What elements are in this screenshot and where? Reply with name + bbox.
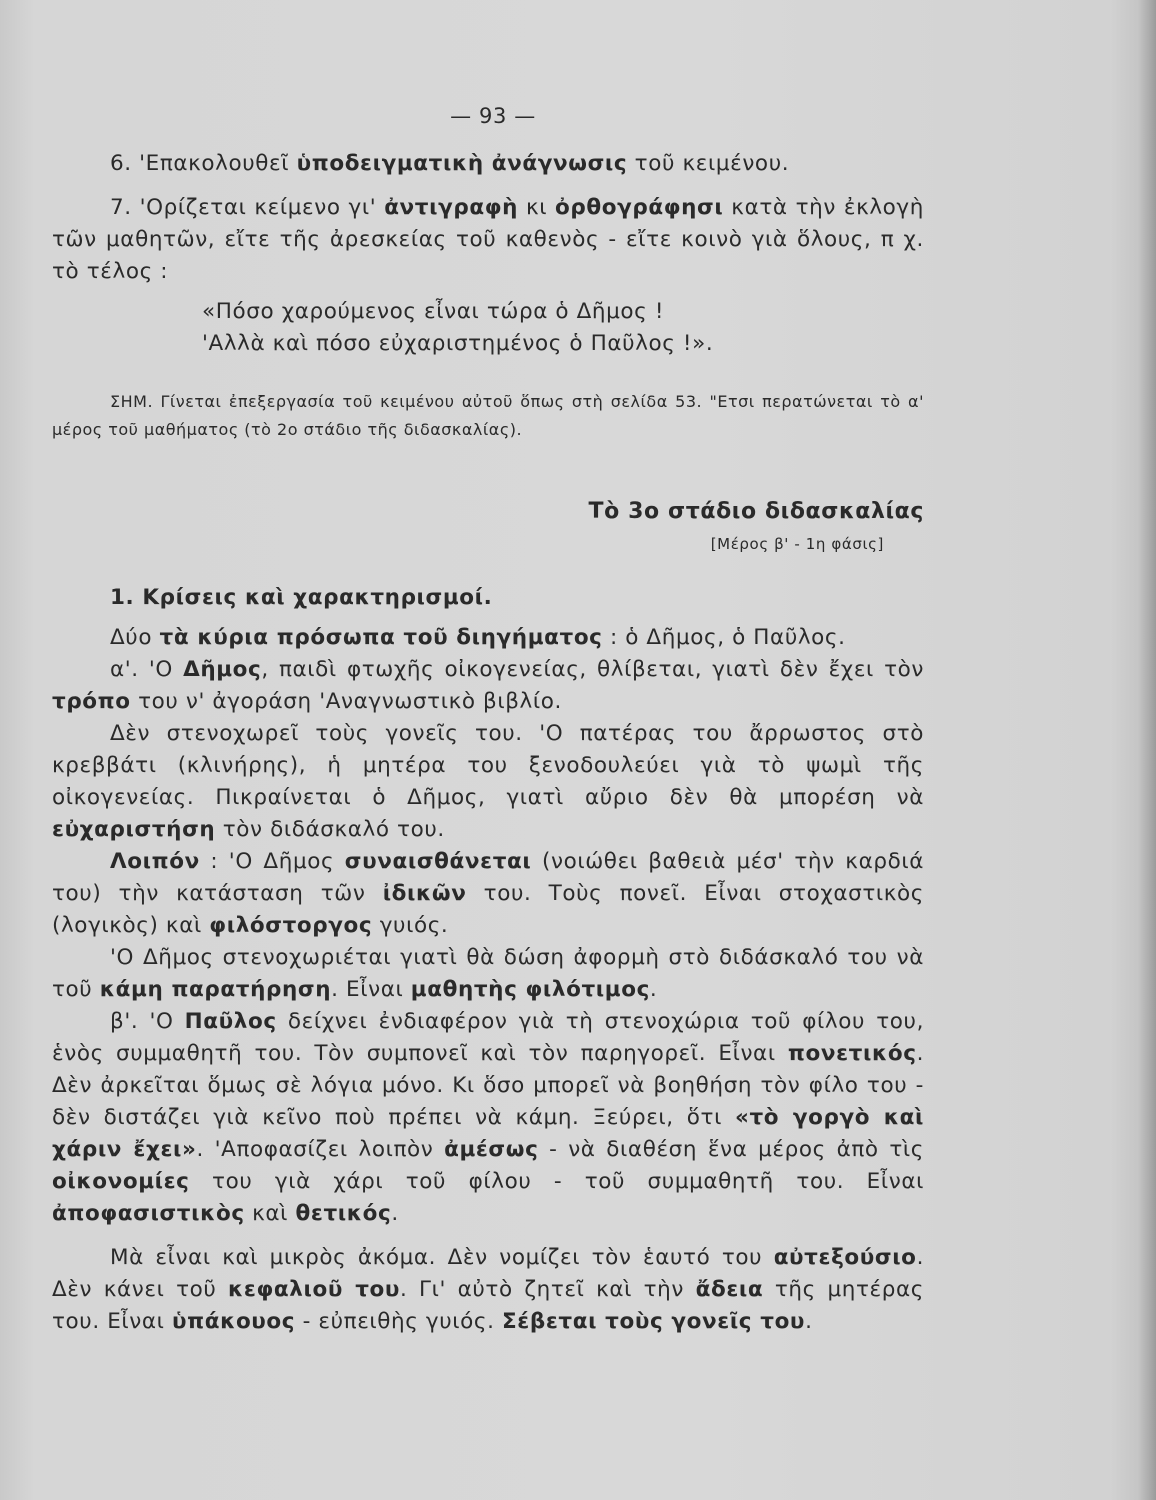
paragraph [52, 654, 924, 718]
text: 6. 'Επακολουθεῖ [110, 151, 297, 176]
section-subtitle: [Μέρος β' - 1η φάσις] [710, 535, 884, 553]
bold-text: Λοιπόν [110, 849, 200, 874]
paragraph [52, 622, 924, 654]
bold-text: ἀποφασιστικὸς [52, 1201, 245, 1226]
bold-text: τὰ κύρια πρόσωπα τοῦ διηγήματος [159, 625, 603, 650]
paragraph [52, 718, 924, 846]
bold-text: οἰκονομίες [52, 1169, 190, 1194]
paragraph [52, 846, 924, 942]
text: Δύο [110, 625, 160, 650]
text: . Γι' αὐτὸ ζητεῖ καὶ τὴν [400, 1277, 696, 1302]
text: Μὰ εἶναι καὶ μικρὸς ἀκόμα. Δὲν νομίζει τὸν ἑαυτό του [110, 1245, 774, 1270]
text: τὸν διδάσκαλό του. [215, 817, 445, 842]
text: δείχνει ἐνδιαφέρον γιὰ τὴ στενοχώρια τοῦ φίλου του, ἑνὸς συμμαθητῆ του. Τὸν συμπονεῖ καὶ τὸν παρηγορεῖ. Εἶναι [52, 1009, 924, 1066]
bold-text: ὑπάκουος [171, 1309, 296, 1334]
bold-text: κάμη παρατήρηση [99, 977, 332, 1002]
text: καὶ [244, 1201, 296, 1226]
page-edge-shadow [1138, 0, 1156, 1500]
text: . Δὲν ἀρκεῖται ὅμως σὲ λόγια μόνο. Κι ὅσο μπορεῖ νὰ βοηθήση τὸν φίλο του - δὲν διστάζει γιὰ κεῖνο ποὺ πρέπει νὰ κάμη. Ξεύρει, ὅτι [52, 1041, 924, 1130]
paragraph [52, 1006, 924, 1230]
quote-line: «Πόσο χαρούμενος εἶναι τώρα ὁ Δῆμος ! [202, 299, 665, 324]
bold-text: Σέβεται τοὺς γονεῖς του [502, 1309, 806, 1334]
text: (νοιώθει βαθειὰ μέσ' τὴν καρδιά του) τὴν κατάσταση τῶν [52, 849, 924, 906]
paragraph-7 [52, 192, 924, 288]
text: . [805, 1309, 813, 1334]
text: . Δὲν κάνει τοῦ [52, 1245, 924, 1302]
text: . [649, 977, 658, 1002]
section-title: Τὸ 3ο στάδιο διδασκαλίας [588, 499, 924, 524]
text: του ν' ἀγοράση 'Αναγνωστικὸ βιβλίο. [130, 689, 562, 714]
text: . 'Αποφασίζει λοιπὸν [196, 1137, 445, 1162]
bold-text: Παῦλος [184, 1009, 277, 1034]
bold-text: θετικός [295, 1201, 392, 1226]
bold-text: τρόπο [52, 689, 131, 714]
text: . Εἶναι [331, 977, 411, 1002]
text: : ὁ Δῆμος, ὁ Παῦλος. [602, 625, 846, 650]
bold-text: ὀρθογράφησι [555, 195, 724, 220]
bold-text: φιλόστοργος [209, 913, 373, 938]
text: - εὐπειθὴς γυιός. [295, 1309, 502, 1334]
text: κι [518, 195, 556, 220]
paragraph [52, 942, 924, 1006]
bold-text: «τὸ γοργὸ καὶ χάριν ἔχει» [52, 1105, 925, 1162]
quote-block [52, 296, 924, 360]
text: 7. 'Ορίζεται κείμενο γι' [110, 195, 385, 220]
text: α'. 'Ο [110, 657, 184, 682]
text: τῆς μητέρας του. Εἶναι [52, 1277, 924, 1334]
text: . [391, 1201, 399, 1226]
paragraph [52, 1242, 924, 1338]
text: , παιδὶ φτωχῆς οἰκογενείας, θλίβεται, γιατὶ δὲν ἔχει τὸν [261, 657, 924, 682]
text: κατὰ τὴν ἐκλογὴ τῶν μαθητῶν, εἴτε τῆς ἀρεσκείας τοῦ καθενὸς - εἴτε κοινὸ γιὰ ὅλους, π χ. τὸ τέλος : [52, 195, 924, 284]
page-number: — 93 — [450, 104, 536, 128]
bold-text: ἀντιγραφὴ [384, 195, 519, 220]
paragraph-6 [52, 148, 924, 180]
text: - νὰ διαθέση ἕνα μέρος ἀπὸ τὶς [538, 1137, 924, 1162]
text: : 'Ο Δῆμος [199, 849, 345, 874]
text: Δὲν στενοχωρεῖ τοὺς γονεῖς του. 'Ο πατέρας του ἄρρωστος στὸ κρεββάτι (κλινήρης), ἡ μητέρα του ξενοδουλεύει γιὰ τὸ ψωμὶ τῆς οἰκογενείας. Πικραίνεται ὁ Δῆμος, γιατὶ αὔριο δὲν θὰ μπορέση νὰ [52, 721, 924, 810]
bold-text: συναισθάνεται [344, 849, 532, 874]
text: του. Τοὺς πονεῖ. Εἶναι στοχαστικὸς (λογικὸς) καὶ [52, 881, 925, 938]
bold-text: πονετικός [787, 1041, 917, 1066]
bold-text: ἄδεια [695, 1277, 764, 1302]
text: β'. 'Ο [110, 1009, 185, 1034]
quote-line: 'Αλλὰ καὶ πόσο εὐχαριστημένος ὁ Παῦλος !». [202, 331, 714, 356]
bold-text: κεφαλιοῦ του [228, 1277, 401, 1302]
text: γυιός. [372, 913, 449, 938]
footnote: ΣΗΜ. Γίνεται ἐπεξεργασία τοῦ κειμένου αὐτοῦ ὅπως στὴ σελίδα 53. "Ετσι περατώνεται τὸ α' μέρος τοῦ μαθήματος (τὸ 2ο στάδιο τῆς διδασκαλίας). [52, 392, 924, 439]
text: του γιὰ χάρι τοῦ φίλου - τοῦ συμμαθητῆ του. Εἶναι [189, 1169, 924, 1194]
bold-text: Δῆμος [183, 657, 262, 682]
text: τοῦ κειμένου. [627, 151, 790, 176]
bold-text: εὐχαριστήση [52, 817, 216, 842]
bold-text: ἰδικῶν [382, 881, 467, 906]
bold-text: ὑποδειγματικὴ ἀνάγνωσις [296, 151, 628, 176]
item-heading: 1. Κρίσεις καὶ χαρακτηρισμοί. [110, 585, 493, 610]
text: 'Ο Δῆμος στενοχωριέται γιατὶ θὰ δώση ἀφορμὴ στὸ διδάσκαλό του νὰ τοῦ [52, 945, 924, 1002]
bold-text: ἀμέσως [444, 1137, 539, 1162]
page-content [52, 100, 924, 1338]
bold-text: μαθητὴς φιλότιμος [410, 977, 650, 1002]
bold-text: αὐτεξούσιο [773, 1245, 917, 1270]
